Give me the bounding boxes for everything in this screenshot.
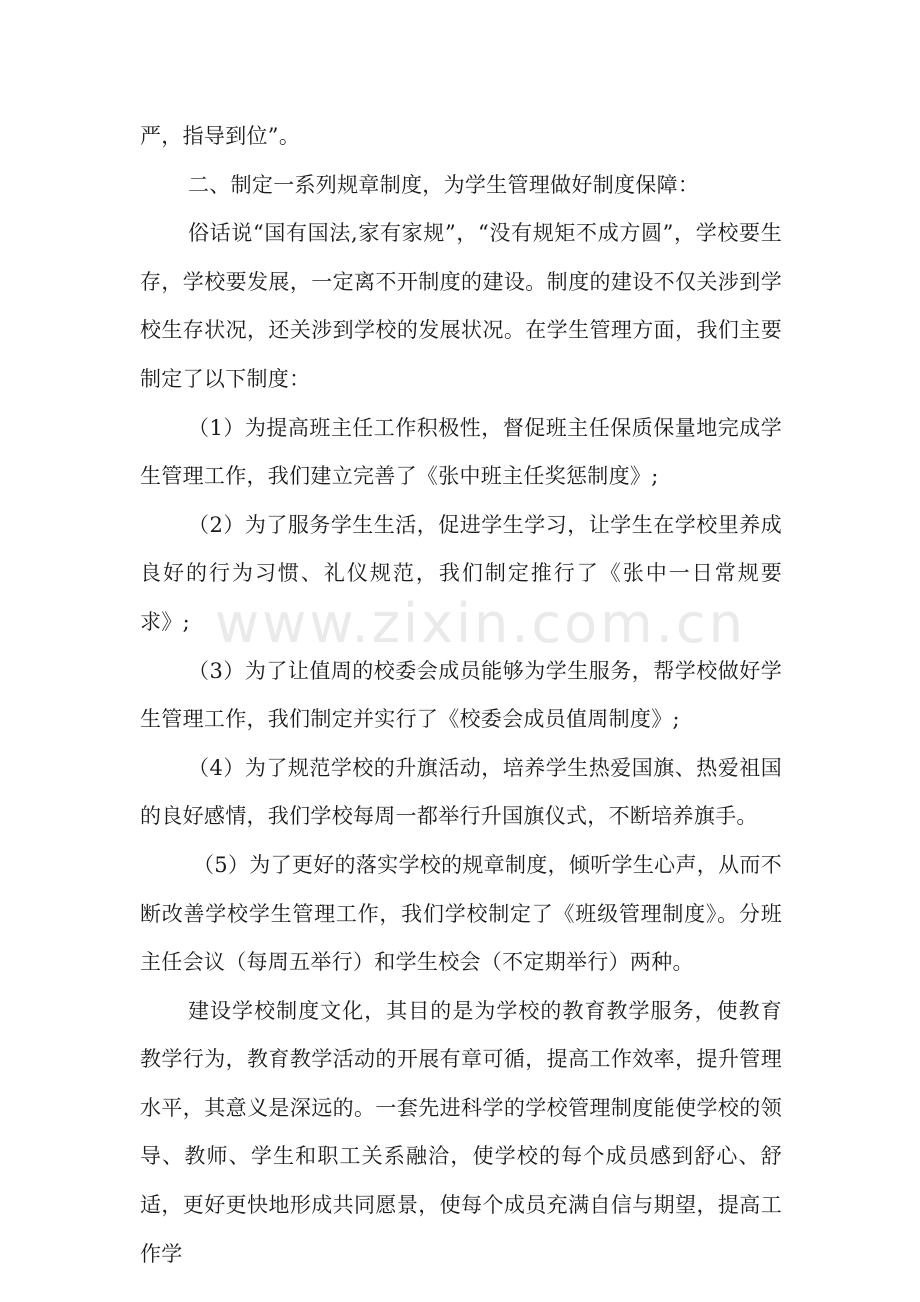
paragraph-intro: 俗话说“国有国法,家有家规”，“没有规矩不成方圆”，学校要生存，学校要发展，一定离不开制度的建设。制度的建设不仅关涉到学校生存状况，还关涉到学校的发展状况。在学生管理方面，我们主要制定了以下制度：	[140, 221, 782, 391]
paragraph-conclusion: 建设学校制度文化，其目的是为学校的教育教学服务，使教育教学行为，教育教学活动的开展有章可循，提高工作效率，提升管理水平，其意义是深远的。一套先进科学的学校管理制度能使学校的领导、教师、学生和职工关系融洽，使学校的每个成员感到舒心、舒适，更好更快地形成共同愿景，使每个成员充满自信与期望，提高工作学	[140, 998, 782, 1266]
paragraph-item-4: （4）为了规范学校的升旗活动，培养学生热爱国旗、热爱祖国的良好感情，我们学校每周一都举行升国旗仪式，不断培养旗手。	[140, 755, 782, 829]
document-body	[140, 112, 782, 1278]
paragraph-item-5: （5）为了更好的落实学校的规章制度，倾听学生心声，从而不断改善学校学生管理工作，我们学校制定了《班级管理制度》。分班主任会议（每周五举行）和学生校会（不定期举行）两种。	[140, 852, 782, 975]
paragraph-item-1: （1）为提高班主任工作积极性，督促班主任保质保量地完成学生管理工作，我们建立完善了《张中班主任奖惩制度》;	[140, 415, 782, 489]
paragraph-item-2: （2）为了服务学生生活，促进学生学习，让学生在学校里养成良好的行为习惯、礼仪规范，我们制定推行了《张中一日常规要求》;	[140, 512, 782, 634]
paragraph-continuation: 严，指导到位”。	[140, 124, 301, 148]
paragraph-item-3: （3）为了让值周的校委会成员能够为学生服务，帮学校做好学生管理工作，我们制定并实行了《校委会成员值周制度》;	[140, 658, 782, 732]
watermark: www.zixin.com.cn	[215, 592, 746, 655]
section-heading: 二、制定一系列规章制度，为学生管理做好制度保障：	[188, 172, 700, 197]
